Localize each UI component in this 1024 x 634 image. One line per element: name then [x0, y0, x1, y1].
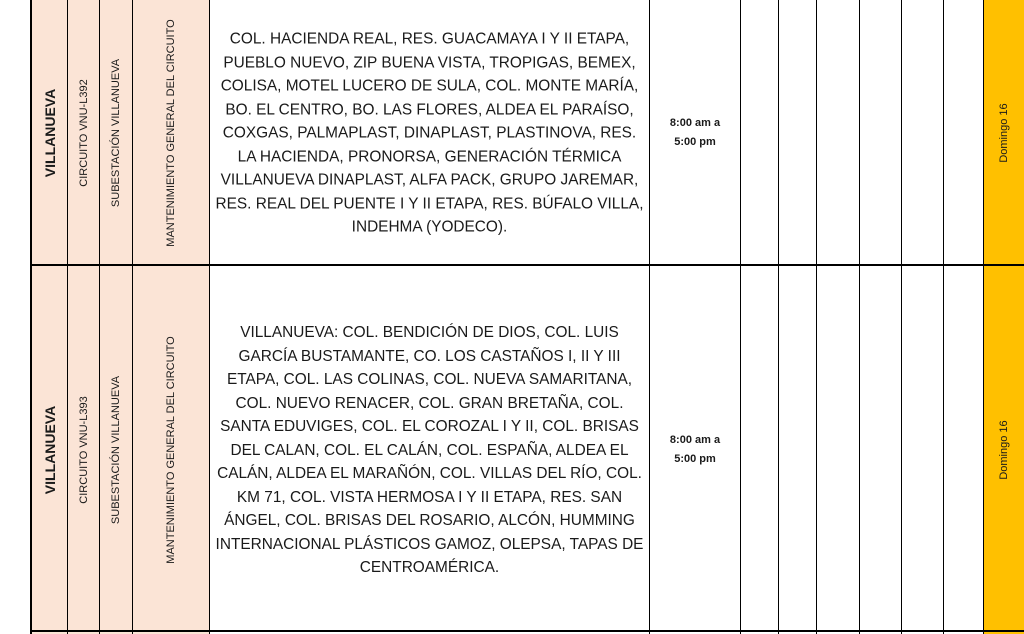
- substation-cell: [100, 266, 133, 634]
- city-label: VILLANUEVA: [41, 405, 58, 495]
- row-divider: [30, 264, 1024, 266]
- time-end: 5:00 pm: [674, 453, 716, 465]
- day-cell: [984, 0, 1024, 266]
- work-type-label: MANTENIMIENTO GENERAL DEL CIRCUITO: [165, 19, 177, 247]
- time-cell: [650, 266, 741, 634]
- time-start: 8:00 am a: [669, 117, 721, 129]
- affected-areas-text: COL. HACIENDA REAL, RES. GUACAMAYA I Y II ETAPA, PUEBLO NUEVO, ZIP BUENA VISTA, TROPIGAS, BEMEX, COLISA, MOTEL LUCERO DE SULA, COL. MONTE MARÍA, BO. EL CENTRO, BO. LAS FLORES, ALDEA EL PARAÍSO, COXGAS, PALMAPLAST, DINAPLAST, PLASTINOVA, RES. LA HACIENDA, PRONORSA, GENERACIÓN TÉRMICA VILLANUEVA DINAPLAST, ALFA PACK, GRUPO JAREMAR, RES. REAL DEL PUENTE I Y II ETAPA, RES. BÚFALO VILLA, INDEHMA (YODECO).: [215, 30, 644, 236]
- work-type-cell: [133, 266, 210, 634]
- affected-areas-cell: [210, 266, 650, 634]
- substation-label: SUBESTACIÓN VILLANUEVA: [110, 375, 122, 525]
- empty-cell: [779, 0, 817, 266]
- circuit-label: CIRCUITO VNU-L393: [77, 396, 90, 504]
- work-type-cell: [133, 0, 210, 266]
- empty-cell: [860, 266, 902, 634]
- city-label: VILLANUEVA: [41, 88, 58, 178]
- empty-cell: [902, 0, 944, 266]
- empty-cell: [817, 266, 860, 634]
- circuit-label: CIRCUITO VNU-L392: [77, 79, 90, 187]
- table-row: [0, 0, 1024, 266]
- day-cell: [984, 266, 1024, 634]
- empty-cell: [741, 0, 779, 266]
- city-cell: [30, 266, 68, 634]
- empty-cell: [944, 0, 984, 266]
- city-cell: [30, 0, 68, 266]
- empty-cell: [944, 266, 984, 634]
- empty-cell: [860, 0, 902, 266]
- affected-areas-text: VILLANUEVA: COL. BENDICIÓN DE DIOS, COL. LUIS GARCÍA BUSTAMANTE, CO. LOS CASTAÑOS I, II Y III ETAPA, COL. LAS COLINAS, COL. NUEVA SAMARITANA, COL. NUEVO RENACER, COL. GRAN BRETAÑA, COL. SANTA EDUVIGES, COL. EL COROZAL I Y II, COL. BRISAS DEL CALAN, COL. EL CALÁN, COL. ESPAÑA, ALDEA EL CALÁN, ALDEA EL MARAÑÓN, COL. VILLAS DEL RÍO, COL. KM 71, COL. VISTA HERMOSA I Y II ETAPA, RES. SAN ÁNGEL, COL. BRISAS DEL ROSARIO, ALCÓN, HUMMING INTERNACIONAL PLÁSTICOS GAMOZ, OLEPSA, TAPAS DE CENTROAMÉRICA.: [215, 323, 644, 576]
- time-start: 8:00 am a: [669, 434, 721, 446]
- day-label: Domingo 16: [998, 420, 1010, 480]
- time-range: [650, 431, 740, 469]
- day-label: Domingo 16: [998, 103, 1010, 163]
- time-end: 5:00 pm: [674, 136, 716, 148]
- empty-cell: [741, 266, 779, 634]
- substation-cell: [100, 0, 133, 266]
- empty-cell: [902, 266, 944, 634]
- table-row: [0, 266, 1024, 634]
- circuit-cell: [68, 0, 100, 266]
- affected-areas-cell: [210, 0, 650, 266]
- work-type-label: MANTENIMIENTO GENERAL DEL CIRCUITO: [165, 336, 177, 564]
- table-bottom-border: [30, 630, 1024, 632]
- empty-cell: [817, 0, 860, 266]
- time-cell: [650, 0, 741, 266]
- time-range: [650, 114, 740, 152]
- circuit-cell: [68, 266, 100, 634]
- empty-cell: [779, 266, 817, 634]
- substation-label: SUBESTACIÓN VILLANUEVA: [110, 58, 122, 208]
